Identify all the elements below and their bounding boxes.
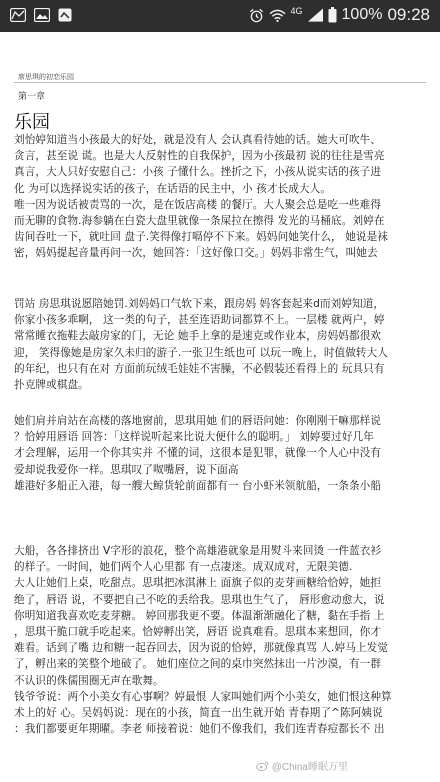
text-line: 化 为可以选择说实话的孩子，在话语的民主中，小 孩才长成大人。	[14, 182, 332, 195]
text-line: 术上的好 心。吴妈妈说：现在的小孩，简直一出生就开始 青春期了^陈阿姨说	[14, 707, 383, 720]
text-line: 大人让她们上桌，吃甜点。思琪把冰淇淋上 面旗子似的麦芽画糖给恰婷，她拒	[14, 577, 382, 590]
text-line: 了，孵出来的笑整个地破了。 她们座位之间的桌巾突然抹出一片沙漠，有一群	[14, 658, 382, 671]
text-line: 你家小孩多乖啊， 这一类的句子，甚至连语助词都算不上。一层楼 就两户，婷	[14, 314, 385, 327]
text-line: ？恰婷用唇语 回答：「这样说听起来比说大便什么的聪明。」 刘婷要过好几年	[14, 431, 374, 444]
document-page[interactable]	[0, 32, 440, 782]
text-line: 而无聊的食物.海参躺在白瓷大盘里就像一条屎拉在擦得 发光的马桶底。刘婷在	[14, 215, 385, 228]
network-type-label: 4G	[290, 6, 303, 16]
section-title: 乐园	[14, 112, 50, 133]
text-line: 贪言，甚至说 谎。也是大人反射性的自我保护，因为小孩最初 说的往往是雪亮	[14, 150, 385, 163]
text-line: 齿间吞吐一下，就吐回 盘子.笑得像打嗝停不下来。妈妈问她笑什么， 她说是袜	[14, 231, 388, 244]
paragraph	[14, 413, 428, 494]
text-line: 大船，各各排挤出 V字形的浪花，整个高雄港就象是用熨斗来回烫 一件蓝衣衫	[14, 545, 382, 557]
app-notification-icon	[58, 8, 72, 22]
system-indicators	[249, 5, 430, 25]
text-line: 她们肩并肩站在高楼的落地窗前，思琪用她 们的唇语问她：你刚刚干嘛那样说	[14, 415, 382, 427]
battery-icon	[328, 7, 337, 23]
status-bar	[0, 0, 440, 32]
alarm-icon	[249, 8, 264, 23]
text-line: 的样子。一时间，她们两个人心里都 有一点凄迷。成双成对，无限美德.	[14, 561, 353, 574]
text-line: 钱爷爷说：两个小美女有心事啊？婷最恨 人家叫她们两个小美女，她们恨这种算	[14, 690, 392, 703]
text-line: 刘怡婷知道当小孩最大的好处，就是没有人 会认真看待她的话。她大可吹牛、	[14, 134, 382, 146]
battery-percentage: 100%	[341, 6, 383, 23]
paragraph	[14, 132, 428, 262]
text-line: 扑克牌或棋盘。	[14, 379, 89, 392]
text-line: 真言，大人只好安慰自己：小孩 子懂什么。挫折之下，小孩从说实话的孩子进	[14, 166, 382, 179]
notification-icons	[10, 8, 72, 22]
text-line: 难看。话到了嘴 边和糖一起吞回去，因为说的恰婷，那就像真骂 人.婷马上发觉	[14, 642, 388, 655]
text-line: 才会理解，运用一个你其实并 不懂的词，这很本是犯罪，就像一个人心中没有	[14, 447, 382, 460]
header-divider	[14, 82, 426, 83]
document-header: 席思琪的初恋乐园	[18, 73, 74, 81]
text-line: 迎， 笑得像她是房家久未归的游子.一张卫生纸也可 以玩一晚上，时值做转大人	[14, 346, 388, 359]
paragraph	[14, 543, 428, 737]
messaging-app-icon	[10, 8, 26, 22]
chapter-label: 第一章	[18, 92, 46, 102]
weibo-logo-icon	[256, 761, 269, 771]
text-line: 常常睡衣拖鞋去敲房家的门，无论 她手上拿的是速克或作业本，房妈妈都很欢	[14, 330, 382, 343]
text-line: 不认识的侏儒围圈无声在歌舞。	[14, 674, 164, 687]
text-line: ：我们都要更年期曜。李老 师接着说：她们不像我们，我们连青春痘都长不 出	[14, 723, 385, 736]
image-notification-icon	[34, 8, 50, 22]
text-line: 的年纪，也只有在对 方面前玩绒毛娃娃不害臊，不必假装还看得上的 玩具只有	[14, 362, 385, 375]
cellular-signal-icon	[308, 8, 323, 22]
watermark	[256, 758, 348, 773]
text-line: 绝了，唇语 说，不要把自己不吃的丢给我。思琪也生气了， 唇形愈动愈大，说	[14, 593, 385, 606]
text-line: 雄港好多船正入港，每一艘大鲸货轮前面都有一 台小虾米领航船，一条条小船	[14, 479, 382, 492]
text-line: 密，妈妈提起音量再问一次，她回答：「这好像口交。」妈妈非常生气，叫她去	[14, 247, 378, 260]
watermark-text: @China睡眠万里	[271, 762, 348, 773]
text-line: 唯一因为说话被责骂的一次，是在饭店高楼 的餐厅。大人聚会总是吃一些难得	[14, 198, 382, 211]
text-line: 爱却说我爱你一样。思琪叹了呶嘴唇，说下面高	[14, 463, 239, 476]
clock: 09:28	[387, 5, 430, 24]
text-line: ，思琪干脆口就手吃起来。恰婷孵出笑，唇语 说真难看。思琪本来想回，你才	[14, 626, 382, 639]
text-line: 罚站 房思琪说愿陪她罚.刘妈妈口气软下来，跟房妈 妈客套起来d而刘婷知道，	[14, 298, 385, 310]
text-line: 你明知道我喜欢吃麦芽糖。 婷回那我更不要。体温渐渐融化了糖，黏在手指 上	[14, 609, 385, 622]
wifi-icon	[269, 9, 286, 22]
paragraph	[14, 296, 428, 393]
